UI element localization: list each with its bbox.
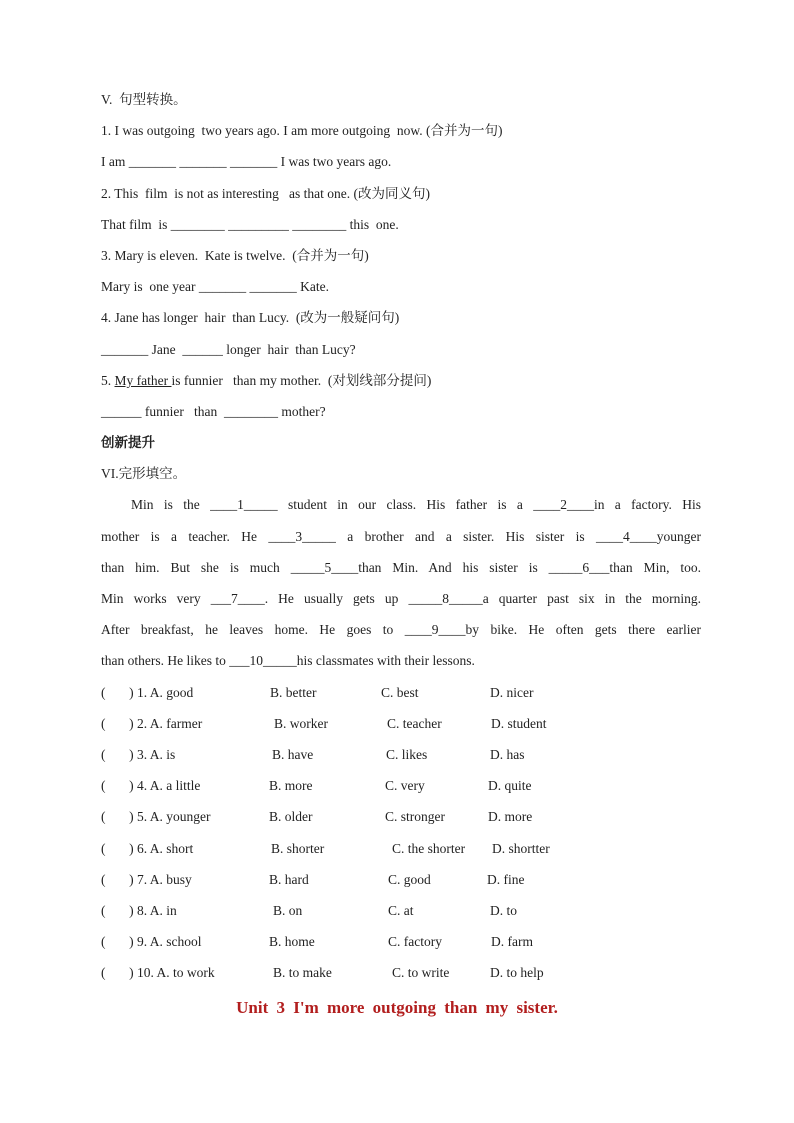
option-b: B. home [269, 934, 315, 950]
option-row [101, 806, 701, 837]
option-d: D. to [490, 902, 517, 918]
option-c: C. the shorter [392, 840, 466, 856]
option-b: B. more [269, 778, 313, 794]
option-a: ( ) 2. A. farmer [101, 715, 203, 731]
option-c: C. very [385, 778, 425, 794]
option-b: B. to make [273, 965, 332, 981]
option-c: C. stronger [385, 809, 445, 825]
option-d: D. fine [487, 871, 525, 887]
option-a: ( ) 8. A. in [101, 902, 177, 918]
item5-rest: is funnier than my mother. (对划线部分提问) [171, 372, 432, 388]
option-d: D. has [490, 746, 525, 762]
item-text: 4. Jane has longer hair than Lucy. (改为一般疑问句) [101, 310, 400, 326]
options-list [101, 682, 701, 994]
option-c: C. teacher [387, 715, 442, 731]
option-a: ( ) 4. A. a little [101, 778, 201, 794]
option-a: ( ) 9. A. school [101, 934, 202, 950]
option-c: C. factory [388, 934, 442, 950]
option-b: B. shorter [271, 840, 325, 856]
section6-heading: VI.完形填空。 [101, 466, 187, 482]
option-c: C. at [388, 902, 414, 918]
option-d: D. farm [491, 934, 533, 950]
passage-line: Min is the ____1_____ student in our class. His father is a ____2____in a factory. His [131, 497, 701, 513]
item-text: 1. I was outgoing two years ago. I am more outgoing now. (合并为一句) [101, 123, 503, 139]
item5-answer: ______ funnier than ________ mother? [101, 403, 326, 419]
option-d: D. more [488, 809, 533, 825]
passage-line: than him. But she is much _____5____than Min. And his sister is _____6___than Min, too. [101, 559, 701, 575]
item-text: I am _______ _______ _______ I was two years ago. [101, 154, 392, 170]
unit-title: Unit 3 I'm more outgoing than my sister. [236, 998, 558, 1017]
option-row [101, 775, 701, 806]
option-d: D. quite [488, 778, 532, 794]
cloze-passage [101, 494, 701, 681]
passage-line: After breakfast, he leaves home. He goes to ____9____by bike. He often gets there earlier [101, 622, 701, 638]
option-b: B. on [273, 902, 303, 918]
option-b: B. worker [274, 715, 328, 731]
option-row [101, 900, 701, 931]
option-row [101, 744, 701, 775]
option-row [101, 682, 701, 713]
option-d: D. shortter [492, 840, 550, 856]
option-b: B. have [272, 746, 314, 762]
item5-question [101, 370, 701, 401]
item-text: 3. Mary is eleven. Kate is twelve. (合并为一句) [101, 247, 369, 263]
option-a: ( ) 1. A. good [101, 684, 194, 700]
option-c: C. best [381, 684, 419, 700]
section6-label: 创新提升 [101, 435, 155, 451]
item-text: That film is ________ _________ ________ this one. [101, 216, 399, 232]
option-c: C. likes [386, 746, 428, 762]
option-d: D. nicer [490, 684, 534, 700]
item5-number: 5. [101, 372, 115, 388]
option-c: C. to write [392, 965, 450, 981]
worksheet [101, 89, 701, 993]
passage-line: mother is a teacher. He ____3_____ a brother and a sister. His sister is ____4____younger [101, 528, 701, 544]
option-row [101, 869, 701, 900]
option-a: ( ) 7. A. busy [101, 871, 192, 887]
option-row [101, 838, 701, 869]
option-b: B. hard [269, 871, 309, 887]
section5-heading: V. 句型转换。 [101, 92, 187, 107]
option-b: B. better [270, 684, 317, 700]
option-a: ( ) 3. A. is [101, 746, 176, 762]
option-a: ( ) 10. A. to work [101, 965, 215, 981]
item-text: _______ Jane ______ longer hair than Lucy? [101, 341, 356, 357]
option-row [101, 931, 701, 962]
option-row [101, 962, 701, 993]
passage-line: than others. He likes to ___10_____his classmates with their lessons. [101, 653, 475, 669]
item-text: Mary is one year _______ _______ Kate. [101, 279, 329, 295]
option-c: C. good [388, 871, 431, 887]
option-d: D. to help [490, 965, 544, 981]
item-text: 2. This film is not as interesting as that one. (改为同义句) [101, 185, 430, 201]
underlined-phrase: My father [114, 372, 172, 388]
passage-line: Min works very ___7____. He usually gets up _____8_____a quarter past six in the morning. [101, 591, 701, 606]
option-b: B. older [269, 809, 313, 825]
option-a: ( ) 6. A. short [101, 840, 194, 856]
option-d: D. student [491, 715, 547, 731]
option-a: ( ) 5. A. younger [101, 809, 211, 825]
option-row [101, 713, 701, 744]
